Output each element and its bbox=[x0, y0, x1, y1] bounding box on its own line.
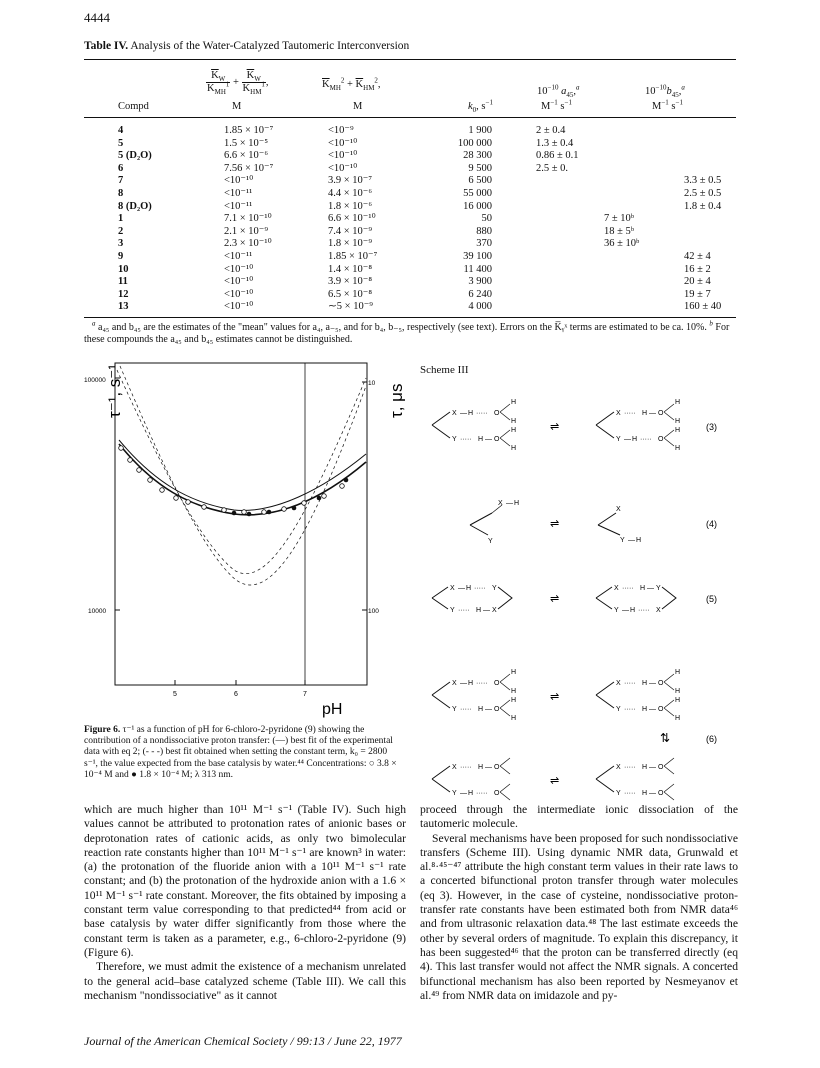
open-data-point bbox=[242, 510, 247, 515]
table-row bbox=[84, 201, 736, 214]
table-label: Table IV. bbox=[84, 40, 129, 52]
table-cell-kmh: 1.8 × 10⁻⁹ bbox=[328, 238, 372, 250]
table-row bbox=[84, 226, 736, 239]
svg-text:H: H bbox=[511, 697, 517, 704]
svg-text:X: X bbox=[616, 764, 621, 771]
open-data-point bbox=[262, 510, 267, 515]
table-row bbox=[84, 264, 736, 277]
table-cell-kw: 7.56 × 10⁻⁷ bbox=[224, 162, 274, 174]
paragraph: Therefore, we must admit the existence of a mechanism unrelated to the general acid–base catalyzed scheme (Table III). We call this mechanism "nondissociative" as it cannot bbox=[84, 960, 406, 1002]
svg-text:·····: ····· bbox=[460, 436, 472, 443]
table-rows bbox=[84, 125, 736, 314]
svg-text:Y: Y bbox=[488, 538, 493, 545]
open-data-point bbox=[148, 478, 153, 483]
open-data-point bbox=[302, 501, 307, 506]
table-cell-mid: 18 ± 5ᵇ bbox=[604, 225, 635, 237]
table-cell-kmh: 3.9 × 10⁻⁸ bbox=[328, 276, 372, 288]
eq6-bottom-left bbox=[432, 758, 510, 800]
table-cell-b45: 3.3 ± 0.5 bbox=[684, 175, 722, 187]
svg-text:H: H bbox=[675, 445, 681, 452]
paragraph: which are much higher than 10¹¹ M⁻¹ s⁻¹ (Table IV). Such high values cannot be attributed to protonation rates of anionic bases or deprotonation rates of cationic acids, as only two bimolecular reaction rate constants higher than 10¹¹ M⁻¹ s⁻¹ are known³ in water: (a) the protonation of the fluoride anion with a 10¹¹ M⁻¹ s⁻¹ rate constant; and (b) the protonation of the hydroxide anion with a 1.6 × 10¹¹ M⁻¹ s⁻¹ rate constant. Moreover, the fits obtained by imposing a constant term value corresponding to that predicted⁴⁴ from acid or base catalysis by water differ significantly from those where the constant term is taken as a parameter, e.g., 6-chloro-2-pyridone (9) (Figure 6). bbox=[84, 803, 406, 959]
figure-6-caption: Figure 6. τ⁻¹ as a function of pH for 6-chloro-2-pyridone (9) showing the contribution of a nondissociative proton transfer: (—) best fit of the experimental data with eq 2; (- - -) best fit obtained when setting the constant term, k₀ = 2800 s⁻¹, the value expected from the base catalysis by water.⁴⁴ Concentrations: ○ 3.8 × 10⁻⁴ M and ● 1.8 × 10⁻⁴ M; λ 313 nm. bbox=[84, 725, 397, 780]
svg-text:H: H bbox=[511, 669, 517, 676]
svg-text:X: X bbox=[498, 500, 503, 507]
svg-text:—: — bbox=[624, 436, 631, 443]
table-cell-b45: 160 ± 40 bbox=[684, 301, 722, 313]
table-cell-k0: 50 bbox=[481, 213, 492, 225]
open-data-point bbox=[282, 507, 287, 512]
svg-text:·····: ····· bbox=[624, 410, 636, 417]
table-cell-k0: 39 100 bbox=[463, 250, 492, 262]
svg-text:·····: ····· bbox=[638, 607, 650, 614]
svg-text:X: X bbox=[616, 506, 621, 513]
table-cell-k0: 6 240 bbox=[468, 288, 492, 300]
svg-text:H: H bbox=[675, 418, 681, 425]
table-row bbox=[84, 251, 736, 264]
svg-text:·····: ····· bbox=[624, 680, 636, 687]
table-footnotes: $^a$ a₄₅ and b₄₅ are the estimates of the "mean" values for a₄, a₋₅, and for b₄, b₋₅, respectively (see text). Errors on the K̅ᵧˣ terms are estimated to be ca. 10%. $^b$ For these compounds the a₄₅ and b₄₅ estimates cannot be distinguished. bbox=[84, 319, 730, 345]
svg-text:X: X bbox=[616, 680, 621, 687]
svg-text:—: — bbox=[458, 585, 465, 592]
svg-text:O: O bbox=[658, 706, 664, 713]
table-cell-k0: 9 500 bbox=[468, 162, 492, 174]
svg-text:H: H bbox=[642, 706, 648, 713]
table-title: Analysis of the Water-Catalyzed Tautomeric Interconversion bbox=[130, 40, 410, 52]
table-cell-kmh: <10⁻⁹ bbox=[328, 125, 354, 136]
svg-text:H: H bbox=[640, 585, 646, 592]
table-cell-kw: 1.85 × 10⁻⁷ bbox=[224, 125, 274, 136]
table-header-rule bbox=[84, 117, 736, 118]
eq-label-6: (6) bbox=[706, 734, 717, 744]
eq-label-3: (3) bbox=[706, 422, 717, 432]
table-cell-compd: 3 bbox=[118, 238, 124, 250]
left-axis-label: τ⁻¹, s⁻¹ bbox=[105, 364, 124, 418]
table-cell-kw: 2.1 × 10⁻⁹ bbox=[224, 225, 268, 237]
svg-text:Y: Y bbox=[614, 607, 619, 614]
table-cell-kw: <10⁻¹⁰ bbox=[224, 263, 254, 275]
table-cell-b45: 16 ± 2 bbox=[684, 263, 711, 275]
eq-label-4: (4) bbox=[706, 519, 717, 529]
svg-text:X: X bbox=[452, 410, 457, 417]
svg-text:X: X bbox=[450, 585, 455, 592]
svg-text:H: H bbox=[468, 410, 474, 417]
journal-footer: Journal of the American Chemical Society / 99:13 / June 22, 1977 bbox=[84, 1034, 402, 1048]
table-row bbox=[84, 301, 736, 314]
open-data-point bbox=[202, 505, 207, 510]
svg-text:·····: ····· bbox=[624, 706, 636, 713]
table-cell-kw: <10⁻¹⁰ bbox=[224, 301, 254, 313]
svg-text:·····: ····· bbox=[624, 764, 636, 771]
svg-text:—: — bbox=[485, 764, 492, 771]
table-row bbox=[84, 138, 736, 151]
filled-data-point bbox=[232, 511, 237, 516]
table-cell-kw: <10⁻¹¹ bbox=[224, 187, 253, 199]
svg-text:—: — bbox=[628, 537, 635, 544]
svg-text:H: H bbox=[675, 399, 681, 406]
open-data-point bbox=[128, 458, 133, 463]
scheme-title: Scheme III bbox=[420, 364, 469, 376]
table-cell-compd: 13 bbox=[118, 301, 129, 313]
table-cell-kmh: 7.4 × 10⁻⁹ bbox=[328, 225, 372, 237]
svg-text:O: O bbox=[494, 410, 500, 417]
header-a45-unit: $M^{-1}$ $s^{-1}$ bbox=[541, 98, 572, 112]
table-cell-kmh: <10⁻¹⁰ bbox=[328, 150, 358, 162]
table-row bbox=[84, 175, 736, 188]
eq6-top-left bbox=[432, 669, 516, 722]
table-cell-kmh: <10⁻¹⁰ bbox=[328, 137, 358, 149]
svg-text:H: H bbox=[675, 697, 681, 704]
svg-text:H: H bbox=[632, 436, 638, 443]
svg-text:H: H bbox=[642, 410, 648, 417]
right-tick-label-1: 10 bbox=[368, 380, 376, 387]
table-cell-k0: 11 400 bbox=[463, 263, 492, 275]
left-tick-label-2: 10000 bbox=[88, 608, 107, 615]
svg-text:H: H bbox=[511, 715, 517, 722]
svg-text:H: H bbox=[478, 764, 484, 771]
table-cell-compd: 12 bbox=[118, 288, 129, 300]
table-cell-kw: <10⁻¹¹ bbox=[224, 250, 253, 262]
svg-text:·····: ····· bbox=[624, 790, 636, 797]
svg-text:—: — bbox=[485, 436, 492, 443]
svg-text:O: O bbox=[658, 790, 664, 797]
svg-text:H: H bbox=[468, 680, 474, 687]
right-axis-label: τ, μs bbox=[387, 383, 406, 418]
svg-text:O: O bbox=[494, 790, 500, 797]
table-cell-b45: 2.5 ± 0.5 bbox=[684, 187, 722, 199]
filled-data-point bbox=[344, 478, 349, 483]
svg-text:—: — bbox=[485, 706, 492, 713]
eq4-right bbox=[598, 506, 641, 544]
eq5-right bbox=[596, 585, 676, 614]
table-top-rule bbox=[84, 59, 736, 60]
svg-text:H: H bbox=[511, 445, 517, 452]
table-body bbox=[84, 125, 736, 314]
body-column-left bbox=[84, 803, 406, 1003]
svg-text:H: H bbox=[642, 764, 648, 771]
svg-text:·····: ····· bbox=[622, 585, 634, 592]
equilibrium-arrow: ⇌ bbox=[550, 421, 560, 433]
table-cell-kmh: 3.9 × 10⁻⁷ bbox=[328, 175, 372, 187]
svg-text:X: X bbox=[452, 764, 457, 771]
svg-text:—: — bbox=[460, 790, 467, 797]
svg-text:·····: ····· bbox=[476, 680, 488, 687]
svg-text:Y: Y bbox=[452, 706, 457, 713]
svg-text:·····: ····· bbox=[640, 436, 652, 443]
table-cell-kw: 7.1 × 10⁻¹⁰ bbox=[224, 213, 272, 225]
table-cell-kmh: <10⁻¹⁰ bbox=[328, 162, 358, 174]
svg-text:Y: Y bbox=[656, 585, 661, 592]
open-data-point bbox=[160, 488, 165, 493]
eq-label-5: (5) bbox=[706, 594, 717, 604]
svg-text:O: O bbox=[658, 410, 664, 417]
scheme-iii-diagram bbox=[420, 380, 740, 800]
svg-text:X: X bbox=[492, 607, 497, 614]
table-cell-kmh: 1.4 × 10⁻⁸ bbox=[328, 263, 372, 275]
svg-text:—: — bbox=[460, 680, 467, 687]
table-row bbox=[84, 125, 736, 138]
svg-text:·····: ····· bbox=[460, 764, 472, 771]
table-cell-kw: <10⁻¹⁰ bbox=[224, 288, 254, 300]
filled-data-point bbox=[317, 496, 322, 501]
table-cell-k0: 6 500 bbox=[468, 175, 492, 187]
svg-text:·····: ····· bbox=[476, 410, 488, 417]
figure-6-plot bbox=[84, 362, 404, 722]
table-cell-k0: 16 000 bbox=[463, 200, 492, 212]
header-kw: $\frac{\overline{K}_W}{\overline{K}_{MH}^1}$ + $\frac{\overline{K}_W}{\overline{K}_{HM}^1}$ , bbox=[207, 70, 269, 97]
table-cell-k0: 370 bbox=[476, 238, 492, 250]
table-cell-kw: 6.6 × 10⁻⁶ bbox=[224, 150, 268, 162]
svg-text:H: H bbox=[476, 607, 482, 614]
table-cell-compd: 1 bbox=[118, 213, 124, 225]
table-cell-kmh: 1.85 × 10⁻⁷ bbox=[328, 250, 378, 262]
svg-text:Y: Y bbox=[616, 436, 621, 443]
header-kmh: $\overline{K}_{MH}^2 + \overline{K}_{HM}^2$, bbox=[322, 76, 381, 93]
page-number: 4444 bbox=[84, 10, 110, 25]
x-axis-label: pH bbox=[322, 701, 343, 718]
svg-text:—: — bbox=[506, 500, 513, 507]
table-cell-k0: 1 900 bbox=[468, 125, 492, 136]
open-data-point bbox=[186, 500, 191, 505]
header-b45: $10^{-10}b_{45},^a$ bbox=[645, 83, 685, 100]
table-row bbox=[84, 150, 736, 163]
svg-text:X: X bbox=[452, 680, 457, 687]
left-tick-label-1: 100000 bbox=[84, 377, 106, 384]
table-cell-mid: 7 ± 10ᵇ bbox=[604, 213, 635, 225]
filled-data-point bbox=[292, 506, 297, 511]
header-kmh-unit: M bbox=[353, 101, 363, 112]
svg-text:H: H bbox=[675, 427, 681, 434]
table-cell-kmh: 6.5 × 10⁻⁸ bbox=[328, 288, 372, 300]
table-cell-kmh: 1.8 × 10⁻⁶ bbox=[328, 200, 372, 212]
svg-text:H: H bbox=[466, 585, 472, 592]
table-cell-kw: <10⁻¹¹ bbox=[224, 200, 253, 212]
svg-text:H: H bbox=[511, 399, 517, 406]
svg-text:H: H bbox=[642, 680, 648, 687]
svg-text:H: H bbox=[478, 706, 484, 713]
open-data-point bbox=[137, 468, 142, 473]
svg-text:O: O bbox=[494, 706, 500, 713]
svg-text:H: H bbox=[511, 427, 517, 434]
table-cell-kmh: 4.4 × 10⁻⁶ bbox=[328, 187, 372, 199]
x-tick-label-7: 7 bbox=[303, 691, 307, 698]
svg-text:·····: ····· bbox=[474, 585, 486, 592]
eq3-left bbox=[432, 399, 516, 452]
table-cell-compd: 5 bbox=[118, 137, 124, 149]
eq4-left bbox=[470, 500, 519, 545]
table-cell-kw: 2.3 × 10⁻¹⁰ bbox=[224, 238, 272, 250]
svg-text:—: — bbox=[622, 607, 629, 614]
svg-text:H: H bbox=[511, 688, 517, 695]
solid-fit-curve-2 bbox=[119, 440, 366, 510]
table-cell-k0: 3 900 bbox=[468, 276, 492, 288]
table-row bbox=[84, 163, 736, 176]
svg-text:H: H bbox=[468, 790, 474, 797]
svg-text:X: X bbox=[614, 585, 619, 592]
table-cell-compd: 2 bbox=[118, 225, 124, 237]
svg-text:H: H bbox=[511, 418, 517, 425]
table-cell-mid: 36 ± 10ᵇ bbox=[604, 238, 640, 250]
svg-text:H: H bbox=[642, 790, 648, 797]
vertical-equilibrium-arrow: ⇅ bbox=[660, 731, 671, 745]
table-cell-compd: 7 bbox=[118, 175, 124, 187]
open-data-point bbox=[222, 508, 227, 513]
svg-text:—: — bbox=[649, 706, 656, 713]
svg-text:—: — bbox=[649, 790, 656, 797]
right-tick-label-2: 100 bbox=[368, 608, 379, 615]
table-cell-k0: 4 000 bbox=[468, 301, 492, 313]
svg-text:O: O bbox=[494, 680, 500, 687]
svg-text:⇌: ⇌ bbox=[550, 691, 560, 703]
eq5-left bbox=[432, 585, 512, 614]
svg-text:Y: Y bbox=[450, 607, 455, 614]
table-row bbox=[84, 188, 736, 201]
table-cell-b45: 42 ± 4 bbox=[684, 250, 711, 262]
svg-text:Y: Y bbox=[620, 537, 625, 544]
filled-data-point bbox=[267, 510, 272, 515]
table-cell-compd: 10 bbox=[118, 263, 129, 275]
svg-text:Y: Y bbox=[616, 706, 621, 713]
svg-text:O: O bbox=[494, 764, 500, 771]
filled-data-point bbox=[247, 512, 252, 517]
table-cell-a45: 2 ± 0.4 bbox=[536, 125, 566, 136]
paragraph: Several mechanisms have been proposed for such nondissociative transfers (Scheme III). Using dynamic NMR data, Grunwald et al.⁸·⁴⁵⁻⁴⁷ attribute the high constant term values in their rate laws to a concerted bifunctional proton transfer through water molecules (eq 3). However, in the case of cysteine, nondissociative proton-transfer rate constants have been estimated both from NMR data⁴⁶ and from ultrasonic relaxation data.⁴⁸ The last estimate exceeds the other by several orders of magnitude. To explain this discrepancy, it has been suggested⁴⁶ that the proton can be transferred directly (eq 4). This last transfer would not affect the NMR signals. A concerted bifunctional mechanism has also been reported by Nesmeyanov et al.⁴⁹ from NMR data on imidazole and py- bbox=[420, 831, 738, 1002]
open-data-point bbox=[119, 446, 124, 451]
svg-text:H: H bbox=[675, 715, 681, 722]
table-cell-compd: 5 (D₂O) bbox=[118, 150, 152, 162]
svg-text:—: — bbox=[647, 585, 654, 592]
open-data-point bbox=[174, 496, 179, 501]
table-cell-kw: <10⁻¹⁰ bbox=[224, 175, 254, 187]
table-cell-k0: 28 300 bbox=[463, 150, 492, 162]
table-row bbox=[84, 289, 736, 302]
svg-text:O: O bbox=[658, 436, 664, 443]
table-cell-k0: 100 000 bbox=[457, 137, 492, 149]
svg-text:—: — bbox=[649, 680, 656, 687]
svg-text:H: H bbox=[630, 607, 636, 614]
eq3-right bbox=[596, 399, 680, 452]
header-compd: Compd bbox=[118, 101, 149, 112]
table-cell-compd: 8 bbox=[118, 187, 124, 199]
table-row bbox=[84, 238, 736, 251]
header-a45: $10^{-10}$ $a_{45},^a$ bbox=[537, 83, 580, 100]
svg-text:⇌: ⇌ bbox=[550, 593, 560, 605]
svg-text:H: H bbox=[675, 669, 681, 676]
svg-text:H: H bbox=[636, 537, 642, 544]
svg-text:—: — bbox=[483, 607, 490, 614]
table-cell-compd: 11 bbox=[118, 276, 128, 288]
svg-text:H: H bbox=[514, 500, 520, 507]
svg-text:—: — bbox=[460, 410, 467, 417]
svg-text:—: — bbox=[649, 764, 656, 771]
table-cell-kmh: ∼5 × 10⁻⁹ bbox=[328, 301, 373, 313]
table-cell-compd: 4 bbox=[118, 125, 124, 136]
data-series-open-circles bbox=[119, 446, 345, 515]
open-data-point bbox=[322, 494, 327, 499]
svg-text:O: O bbox=[494, 436, 500, 443]
svg-text:H: H bbox=[675, 688, 681, 695]
svg-text:O: O bbox=[658, 764, 664, 771]
svg-text:·····: ····· bbox=[476, 790, 488, 797]
table-cell-compd: 6 bbox=[118, 162, 124, 174]
svg-text:Y: Y bbox=[616, 790, 621, 797]
body-column-right bbox=[420, 803, 738, 1003]
svg-text:Y: Y bbox=[452, 790, 457, 797]
table-cell-a45: 0.86 ± 0.1 bbox=[536, 150, 579, 162]
table-cell-kw: <10⁻¹⁰ bbox=[224, 276, 254, 288]
table-cell-compd: 9 bbox=[118, 250, 124, 262]
table-caption bbox=[84, 40, 409, 52]
svg-text:X: X bbox=[616, 410, 621, 417]
table-cell-a45: 2.5 ± 0. bbox=[536, 162, 569, 174]
svg-text:⇌: ⇌ bbox=[550, 518, 560, 530]
dashed-fit-curve-1 bbox=[117, 370, 366, 574]
paragraph: proceed through the intermediate ionic dissociation of the tautomeric molecule. bbox=[420, 803, 738, 831]
table-cell-kmh: 6.6 × 10⁻¹⁰ bbox=[328, 213, 376, 225]
table-cell-k0: 880 bbox=[476, 225, 492, 237]
table-cell-a45: 1.3 ± 0.4 bbox=[536, 137, 574, 149]
table-row bbox=[84, 213, 736, 226]
table-row bbox=[84, 276, 736, 289]
x-tick-label-6: 6 bbox=[234, 691, 238, 698]
svg-text:·····: ····· bbox=[458, 607, 470, 614]
table-bottom-rule bbox=[84, 317, 736, 318]
eq6-bottom-right bbox=[596, 758, 674, 800]
eq6-top-right bbox=[596, 669, 680, 722]
table-cell-b45: 20 ± 4 bbox=[684, 276, 711, 288]
table-cell-k0: 55 000 bbox=[463, 187, 492, 199]
header-kw-unit: M bbox=[232, 101, 242, 112]
svg-text:—: — bbox=[649, 410, 656, 417]
plot-frame bbox=[115, 363, 367, 685]
svg-text:·····: ····· bbox=[460, 706, 472, 713]
x-tick-label-5: 5 bbox=[173, 691, 177, 698]
open-data-point bbox=[340, 484, 345, 489]
table-cell-b45: 19 ± 7 bbox=[684, 288, 711, 300]
header-k0: $k_0$, $s^{-1}$ bbox=[468, 98, 493, 115]
table-cell-compd: 8 (D₂O) bbox=[118, 200, 152, 212]
table-cell-kw: 1.5 × 10⁻⁵ bbox=[224, 137, 268, 149]
svg-text:X: X bbox=[656, 607, 661, 614]
svg-text:O: O bbox=[658, 680, 664, 687]
table-cell-b45: 1.8 ± 0.4 bbox=[684, 200, 722, 212]
svg-text:H: H bbox=[478, 436, 484, 443]
header-b45-unit: $M^{-1}$ $s^{-1}$ bbox=[652, 98, 683, 112]
dashed-fit-curve-2 bbox=[120, 366, 366, 585]
svg-text:Y: Y bbox=[452, 436, 457, 443]
svg-text:Y: Y bbox=[492, 585, 497, 592]
svg-text:⇌: ⇌ bbox=[550, 775, 560, 787]
